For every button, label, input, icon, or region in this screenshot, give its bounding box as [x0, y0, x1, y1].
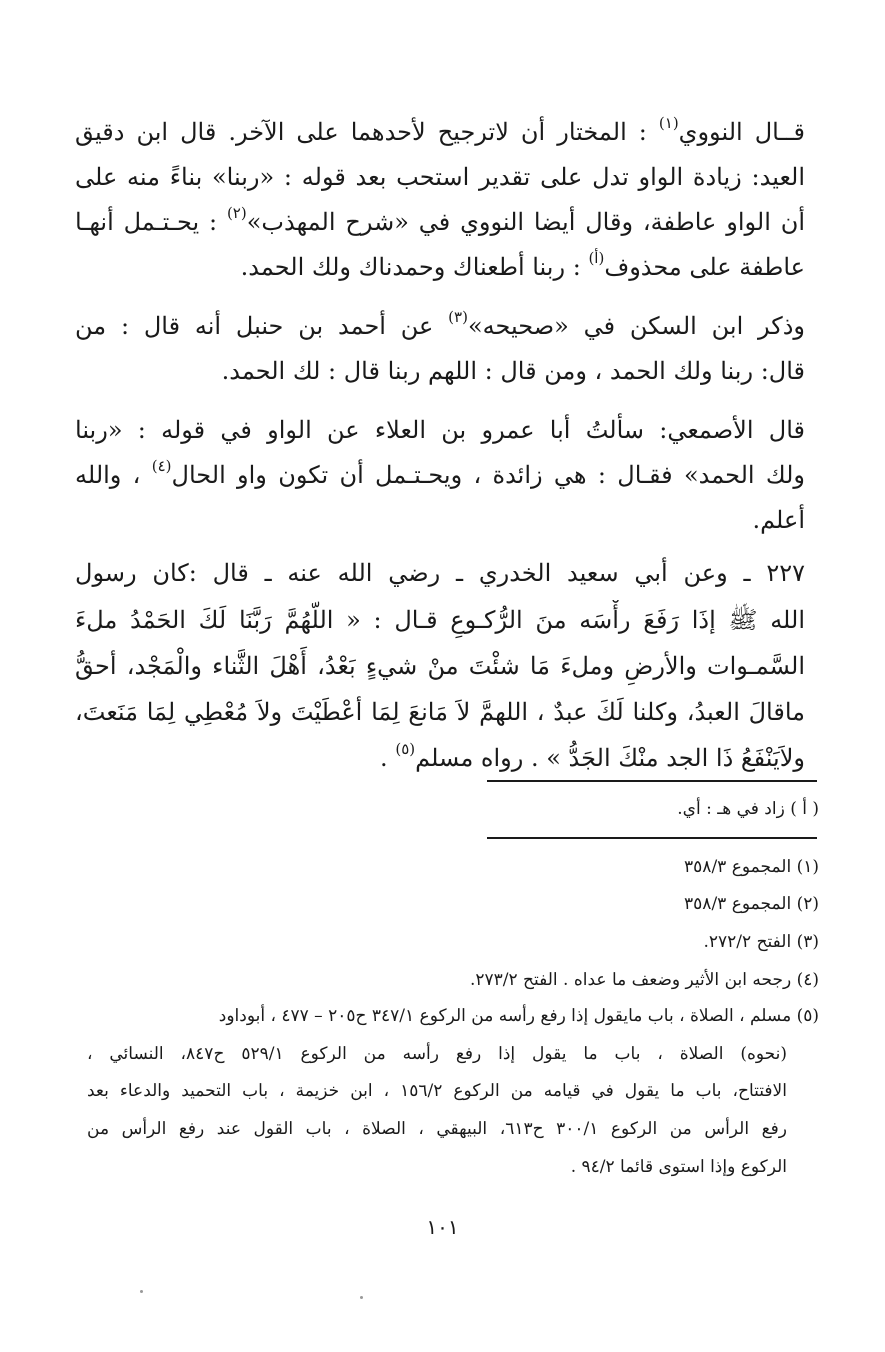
- text-segment: أن الواو عاطفة، وقال أيضا النووي في «شرح المهذب»: [246, 208, 805, 236]
- footnote-marker: (٥): [395, 740, 416, 758]
- footnote-5-line-2: (نحوه) الصلاة ، باب ما يقول إذا رفع رأسه من الركوع ٥٢٩/١ ح٨٤٧، النسائي ،: [87, 1044, 787, 1064]
- hadith-line-1: ٢٢٧ ـ وعن أبي سعيد الخدري ـ رضي الله عنه ـ قال :كان رسول: [75, 559, 805, 587]
- paragraph-1-line-4: [75, 247, 805, 287]
- footnote-marker: (٢): [226, 204, 247, 222]
- text-segment: ولاَيَنْفَعُ ذَا الجد منْكَ الجَدُّ » . رواه مسلم: [415, 744, 805, 772]
- text-segment: .: [380, 744, 388, 772]
- hadith-line-3: السَّمـوات والأرضِ وملءَ مَا شئْتَ منْ شيءٍ بَعْدُ، أَهْلَ الثَّناء والْمَجْد، أحقُّ: [75, 652, 805, 680]
- footnote-5-line-4: رفع الرأس من الركوع ٣٠٠/١ ح٦١٣، البيهقي ، الصلاة ، باب القول عند رفع الرأس من: [87, 1119, 787, 1139]
- hadith-line-5: [75, 738, 805, 778]
- footnote-separator-rule: [487, 837, 817, 839]
- scan-speck: [360, 1296, 363, 1299]
- paragraph-3-line-1: قال الأصمعي: سألتُ أبا عمرو بن العلاء عن الواو في قوله : «ربنا: [75, 416, 805, 444]
- paragraph-1-line-3: [75, 202, 805, 242]
- footnote-2: (٢) المجموع ٣٥٨/٣: [684, 894, 819, 914]
- text-segment: قــال النووي: [678, 118, 805, 146]
- text-segment: ولك الحمد» فقـال : هي زائدة ، ويحـتـمل أن تكون واو الحال: [171, 461, 805, 489]
- footnote-4: (٤) رجحه ابن الأثير وضعف ما عداه . الفتح ٢٧٣/٢.: [469, 970, 819, 990]
- footnote-marker: (٤): [151, 457, 172, 475]
- footnote-1: (١) المجموع ٣٥٨/٣: [684, 857, 819, 877]
- variant-note: ( أ ) زاد في هـ : أي.: [677, 799, 819, 819]
- footnote-5-line-5: الركوع وإذا استوى قائما ٩٤/٢ .: [570, 1157, 787, 1177]
- footnote-3: (٣) الفتح ٢٧٢/٢.: [703, 932, 819, 952]
- paragraph-3-line-2: [75, 455, 805, 495]
- text-segment: : المختار أن لاترجيح لأحدهما على الآخر. قال ابن دقيق: [75, 118, 647, 146]
- text-segment: عن أحمد بن حنبل أنه قال : من: [75, 312, 434, 340]
- text-segment: : يحـتـمل أنهـا: [75, 208, 218, 236]
- paragraph-2-line-2: قال: ربنا ولك الحمد ، ومن قال : اللهم ربنا قال : لك الحمد.: [221, 357, 805, 385]
- paragraph-2-line-1: [75, 306, 805, 346]
- footnote-5-line-1: (٥) مسلم ، الصلاة ، باب مايقول إذا رفع رأسه من الركوع ٣٤٧/١ ح٢٠٥ – ٤٧٧ ، أبوداود: [218, 1006, 819, 1026]
- footnote-separator-rule: [487, 780, 817, 782]
- footnote-5-line-3: الافتتاح، باب ما يقول في قيامه من الركوع ١٥٦/٢ ، ابن خزيمة ، باب التحميد والدعاء بعد: [87, 1081, 787, 1101]
- page-number: ١٠١: [426, 1215, 459, 1239]
- paragraph-3-line-3: أعلم.: [752, 506, 805, 534]
- hadith-line-4: ماقالَ العبدُ، وكلنا لَكَ عبدٌ ، اللهمَّ لاَ مَانعَ لِمَا أعْطَيْتَ ولاَ مُعْطِي لِمَا مَنَعتَ،: [75, 698, 805, 726]
- text-segment: عاطفة على محذوف: [604, 253, 805, 281]
- scan-speck: [140, 1290, 143, 1293]
- text-segment: ، والله: [75, 461, 141, 489]
- hadith-line-2: الله ﷺ إذَا رَفَعَ رأْسَه منَ الرُّكـوعِ قـال : « اللّهُمَّ رَبَّنَا لَكَ الحَمْدُ ملءَ: [75, 606, 805, 634]
- text-segment: : ربنا أطعناك وحمدناك ولك الحمد.: [240, 253, 581, 281]
- variant-marker: (أ): [588, 249, 605, 267]
- paragraph-1-line-1: [75, 112, 805, 152]
- footnote-marker: (١): [658, 114, 679, 132]
- text-segment: وذكر ابن السكن في «صحيحه»: [467, 312, 805, 340]
- footnote-marker: (٣): [448, 308, 468, 326]
- paragraph-1-line-2: العيد: زيادة الواو تدل على تقدير استحب بعد قوله : «ربنا» بناءً منه على: [75, 163, 805, 191]
